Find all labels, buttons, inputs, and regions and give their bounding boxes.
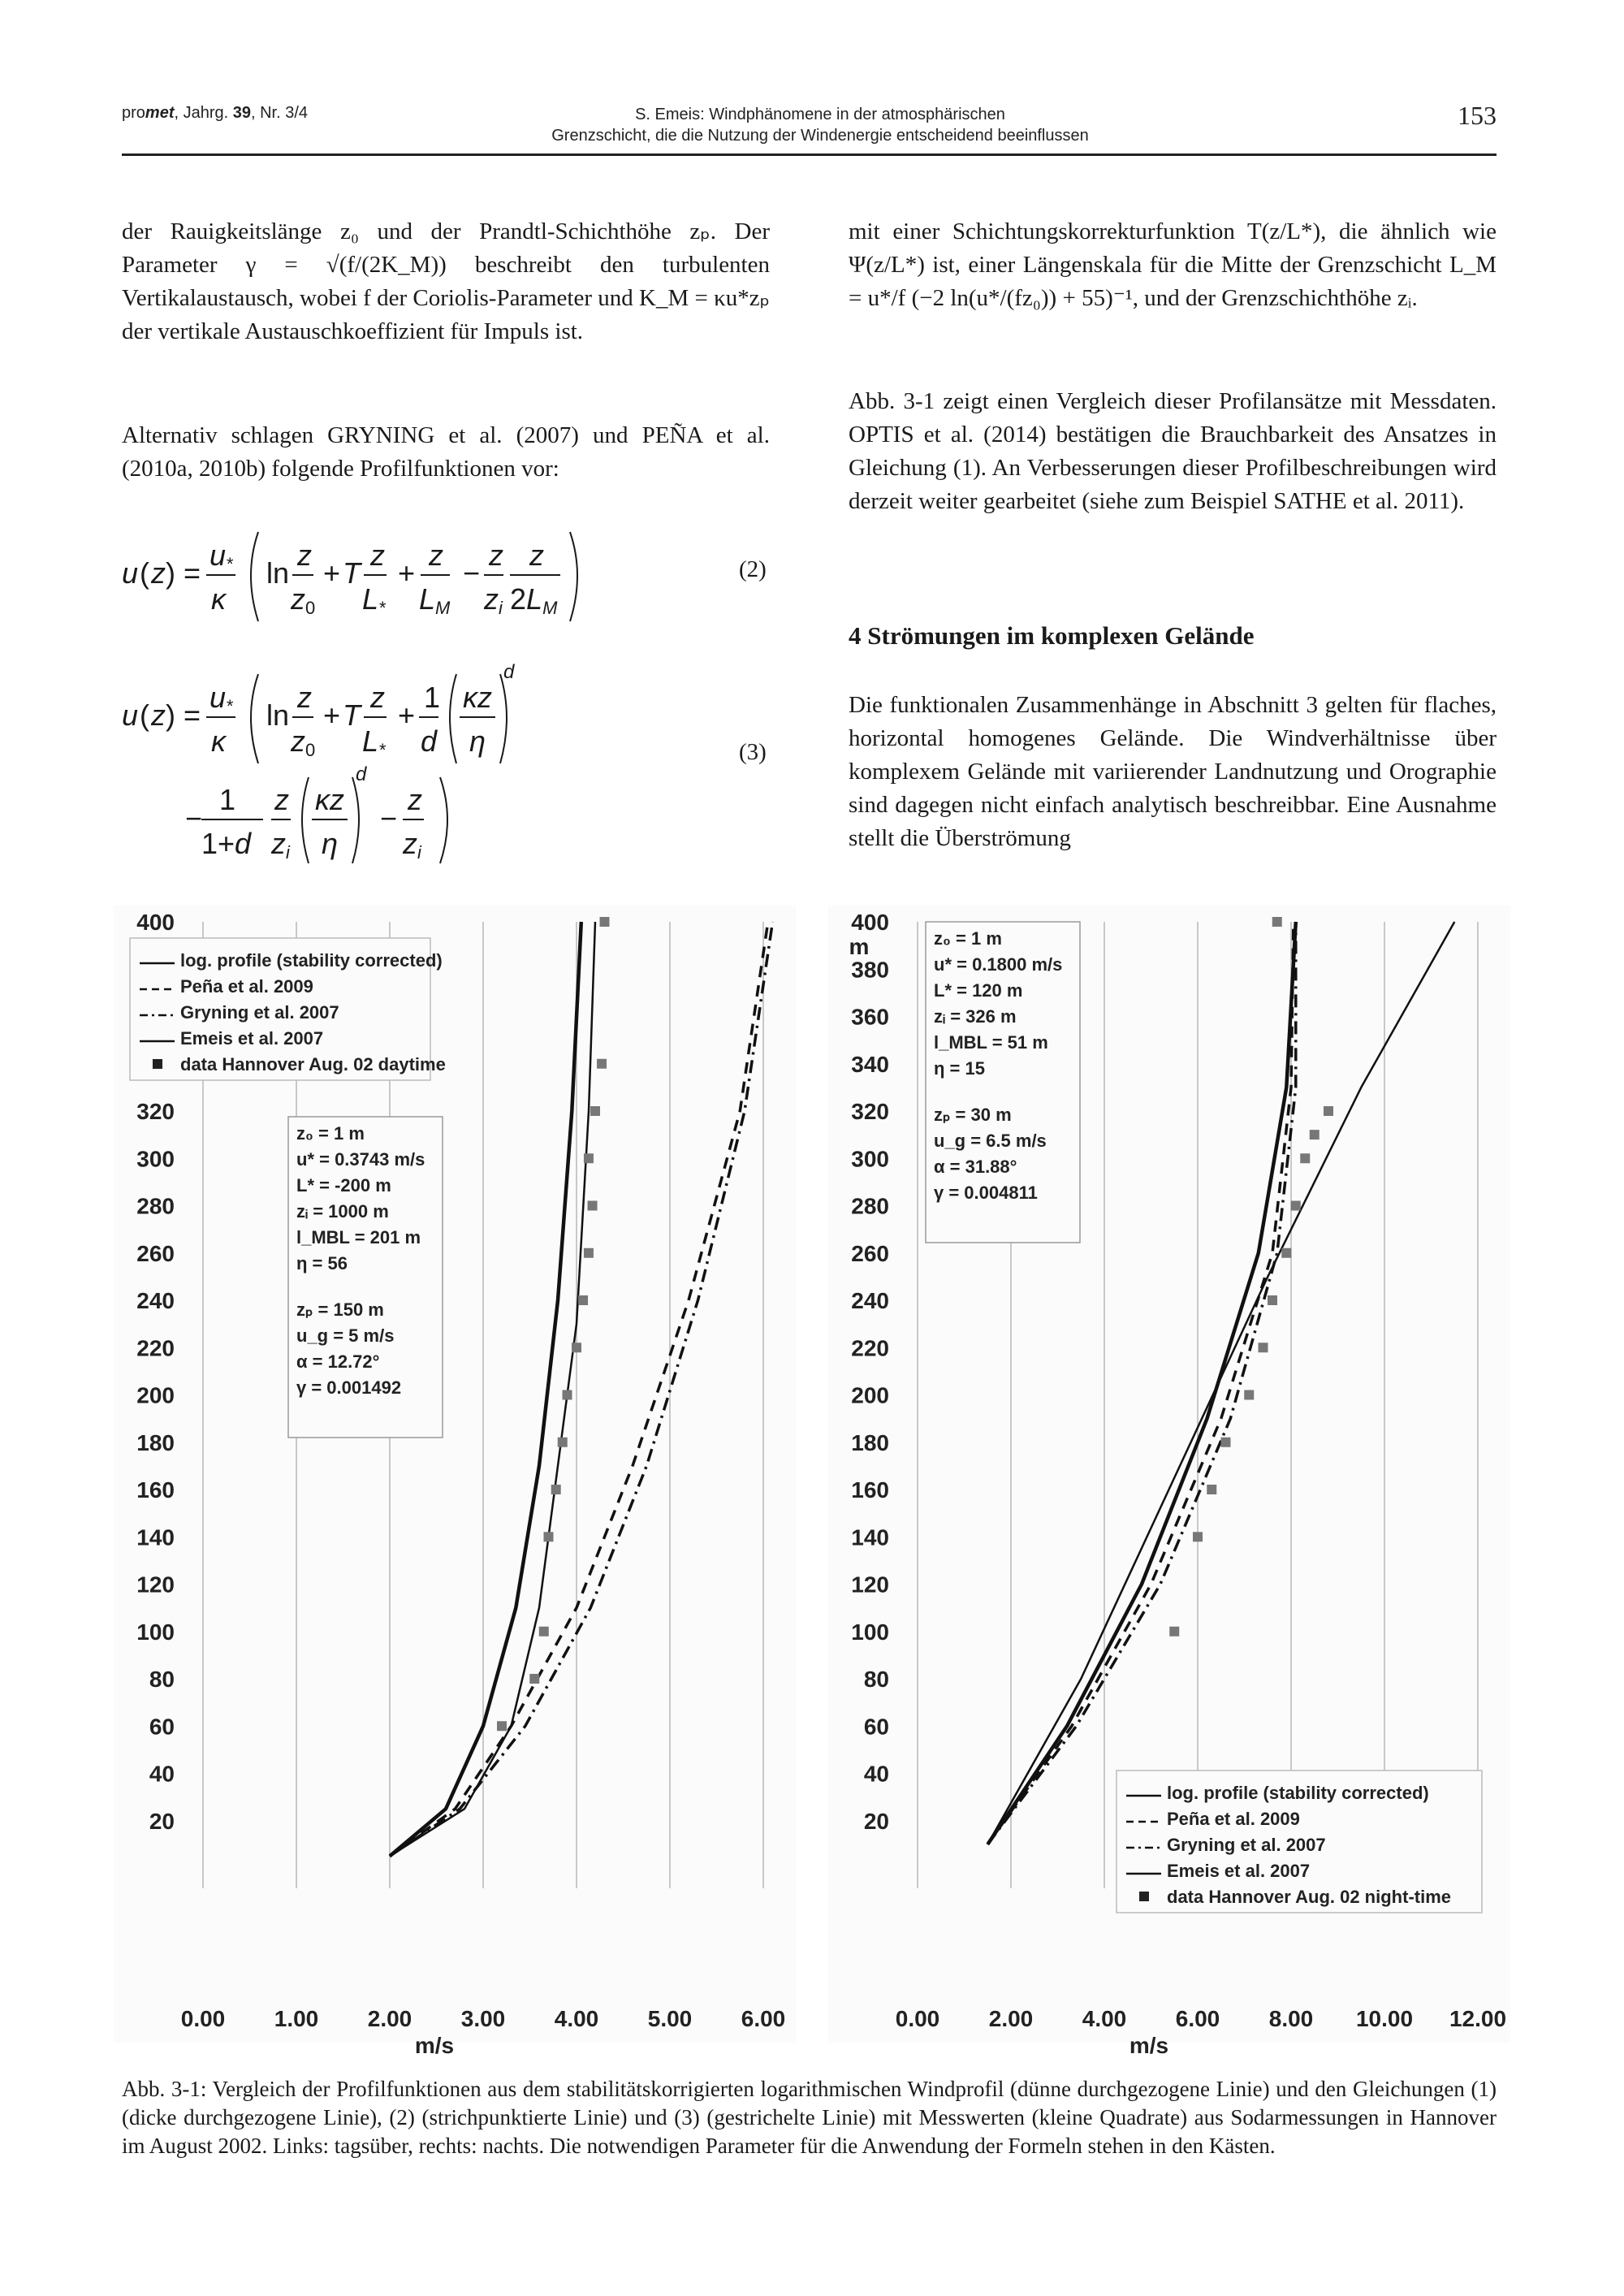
- y-tick-label: 40: [149, 1761, 175, 1787]
- parameter-text: L* = 120 m: [934, 980, 1023, 1001]
- y-tick-label: 240: [851, 1288, 889, 1313]
- svg-text:κz: κz: [315, 783, 344, 816]
- parameter-text: u_g = 6.5 m/s: [934, 1131, 1047, 1151]
- svg-text:z: z: [151, 698, 166, 732]
- svg-text:z: z: [429, 538, 443, 572]
- svg-text:+: +: [398, 698, 416, 732]
- data-point: [1259, 1343, 1268, 1352]
- svg-text:u: u: [122, 556, 139, 590]
- data-point: [1244, 1390, 1254, 1400]
- figure-caption: Abb. 3-1: Vergleich der Profilfunktionen aus dem stabilitätskorrigierten logarithmischen Windprofil (dünne durchgezogene Linie) und den Gleichungen (1) (dicke durchgezogene Linie), (2) (strichpunktierte Linie) und (3) (gestrichelte Linie) mit Messwerten (kleine Quadrate) aus Sodarmessungen in Hannover im August 2002. Links: tagsüber, rechts: nachts. Die notwendigen Parameter für die Anwendung der Formeln stehen in den Kästen.: [122, 2077, 1497, 2158]
- x-tick-label: 1.00: [274, 2006, 319, 2031]
- data-point: [1310, 1130, 1320, 1139]
- x-tick-label: 12.00: [1449, 2006, 1507, 2031]
- data-point: [572, 1343, 581, 1352]
- parameter-text: u* = 0.3743 m/s: [296, 1149, 425, 1170]
- chart-nighttime: [828, 906, 1510, 2058]
- parameter-text: zₚ = 30 m: [934, 1105, 1012, 1125]
- svg-text:η: η: [322, 827, 338, 860]
- svg-text:z: z: [297, 538, 312, 572]
- data-point: [544, 1532, 554, 1541]
- right-paragraph-2: Abb. 3-1 zeigt einen Vergleich dieser Profilansätze mit Messdaten. OPTIS et al. (2014) bestätigen die Brauchbarkeit des Ansatzes in Gleichung (1). An Verbesserungen dieser Profilbeschreibungen wird derzeit weiter gearbeitet (siehe zum Beispiel SATHE et al. 2011).: [849, 388, 1497, 514]
- svg-text:ln: ln: [266, 556, 290, 590]
- y-tick-label: 260: [136, 1240, 175, 1266]
- data-point: [1300, 1153, 1310, 1163]
- legend-label: Peña et al. 2009: [1167, 1809, 1300, 1829]
- svg-text:u: u: [122, 698, 139, 732]
- y-tick-label: 220: [136, 1335, 175, 1361]
- svg-text:L*: L*: [362, 724, 386, 760]
- svg-text:z: z: [529, 538, 544, 572]
- parameter-text: η = 56: [296, 1253, 348, 1273]
- y-tick-label: 260: [851, 1240, 889, 1266]
- x-tick-label: 6.00: [741, 2006, 786, 2031]
- x-tick-label: 6.00: [1175, 2006, 1220, 2031]
- x-axis-label: m/s: [1129, 2033, 1169, 2058]
- svg-text:1: 1: [424, 681, 441, 714]
- svg-text:z0: z0: [291, 582, 316, 618]
- svg-text:−: −: [185, 802, 203, 835]
- y-tick-label: 120: [851, 1572, 889, 1598]
- x-tick-label: 4.00: [1082, 2006, 1127, 2031]
- x-axis-label: m/s: [414, 2033, 455, 2058]
- x-tick-label: 0.00: [895, 2006, 940, 2031]
- x-tick-label: 8.00: [1268, 2006, 1314, 2031]
- legend-label: log. profile (stability corrected): [180, 950, 443, 971]
- parameter-text: α = 12.72°: [296, 1351, 380, 1372]
- x-tick-label: 3.00: [460, 2006, 506, 2031]
- y-tick-label: 60: [863, 1714, 889, 1740]
- svg-text:κ: κ: [211, 582, 226, 616]
- y-tick-label: 60: [149, 1714, 175, 1740]
- data-point: [1207, 1485, 1216, 1494]
- legend-label: Emeis et al. 2007: [180, 1028, 324, 1049]
- svg-text:(: (: [140, 556, 149, 590]
- parameter-text: α = 31.88°: [934, 1157, 1017, 1177]
- equation-2-number: (2): [739, 556, 767, 582]
- svg-text:T: T: [343, 698, 361, 732]
- data-point: [590, 1106, 600, 1116]
- x-tick-label: 4.00: [554, 2006, 599, 2031]
- parameter-text: u* = 0.1800 m/s: [934, 954, 1063, 975]
- left-paragraph-2: Alternativ schlagen GRYNING et al. (2007) und PEÑA et al. (2010a, 2010b) folgende Profilfunktionen vor:: [122, 422, 770, 482]
- x-tick-label: 0.00: [180, 2006, 226, 2031]
- y-tick-label: 200: [136, 1382, 175, 1408]
- svg-text:2LM: 2LM: [510, 582, 558, 618]
- chart-daytime: [114, 906, 796, 2058]
- svg-text:+: +: [323, 556, 341, 590]
- data-point: [539, 1627, 549, 1637]
- data-point: [1221, 1438, 1231, 1447]
- data-point: [597, 1059, 607, 1069]
- right-paragraph-1: mit einer Schichtungskorrekturfunktion T(z/L*), die ähnlich wie Ψ(z/L*) ist, einer Längenskala für die Mitte der Grenzschicht L_M = u*/f (−2 ln(u*/(fz₀)) + 55)⁻¹, und der Grenzschichthöhe zᵢ.: [849, 218, 1497, 311]
- y-tick-label: 180: [136, 1429, 175, 1455]
- svg-text:zi: zi: [403, 827, 421, 863]
- x-tick-label: 10.00: [1355, 2006, 1414, 2031]
- svg-text:) =: ) =: [166, 556, 201, 590]
- data-point: [558, 1438, 568, 1447]
- x-tick-label: 5.00: [647, 2006, 693, 2031]
- parameter-text: u_g = 5 m/s: [296, 1325, 395, 1346]
- data-point: [600, 917, 610, 927]
- svg-text:z: z: [408, 783, 422, 816]
- svg-text:d: d: [421, 724, 438, 758]
- x-tick-label: 2.00: [988, 2006, 1034, 2031]
- svg-text:z: z: [489, 538, 503, 572]
- y-tick-label: 140: [136, 1524, 175, 1550]
- y-tick-label: 80: [149, 1667, 175, 1692]
- data-point: [578, 1295, 588, 1305]
- legend-label: Gryning et al. 2007: [180, 1002, 339, 1023]
- svg-text:κz: κz: [463, 681, 492, 714]
- svg-text:z: z: [370, 681, 385, 714]
- svg-text:L*: L*: [362, 582, 386, 618]
- parameter-text: η = 15: [934, 1058, 985, 1079]
- svg-text:d: d: [356, 763, 367, 785]
- equation-2: [122, 520, 771, 633]
- y-tick-label: 320: [136, 1099, 175, 1124]
- y-tick-label: 220: [851, 1335, 889, 1361]
- svg-text:ln: ln: [266, 698, 290, 732]
- svg-text:+: +: [323, 698, 341, 732]
- parameter-text: zᵢ = 1000 m: [296, 1201, 389, 1222]
- left-paragraph-1: der Rauigkeitslänge z₀ und der Prandtl-Schichthöhe zₚ. Der Parameter γ = √(f/(2K_M)) beschreibt den turbulenten Vertikalaustausch, wobei f der Coriolis-Parameter und K_M = κu*zₚ der vertikale Austauschkoeffizient für Impuls ist.: [122, 218, 770, 344]
- data-point: [584, 1153, 594, 1163]
- data-point: [497, 1721, 507, 1731]
- y-tick-label: 160: [851, 1477, 889, 1503]
- page-number: 153: [1458, 101, 1497, 130]
- svg-text:LM: LM: [419, 582, 451, 618]
- svg-text:+: +: [398, 556, 416, 590]
- y-tick-label: 120: [136, 1572, 175, 1598]
- running-title: S. Emeis: Windphänomene in der atmosphärischen Grenzschicht, die die Nutzung der Windenergie entscheidend beeinflussen: [551, 106, 1089, 145]
- right-paragraph-3: Die funktionalen Zusammenhänge in Abschnitt 3 gelten für flaches, horizontal homogenes Gelände. Die Windverhältnisse über komplexem Gelände mit variierender Landnutzung und Orographie sind dagegen nicht einfach analytisch beschreibbar. Eine Ausnahme stellt die Überströmung: [849, 692, 1497, 851]
- data-point: [1291, 1201, 1301, 1211]
- svg-text:z: z: [151, 556, 166, 590]
- y-tick-label: 320: [851, 1099, 889, 1124]
- y-tick-label: 240: [136, 1288, 175, 1313]
- svg-text:η: η: [469, 724, 486, 758]
- parameter-text: γ = 0.001492: [296, 1377, 402, 1398]
- svg-text:z: z: [274, 783, 289, 816]
- y-tick-label: 280: [851, 1193, 889, 1219]
- y-tick-label: 80: [863, 1667, 889, 1692]
- x-tick-label: 2.00: [367, 2006, 412, 2031]
- y-tick-label: 20: [863, 1808, 889, 1834]
- legend-label: Gryning et al. 2007: [1167, 1835, 1326, 1855]
- data-point: [1272, 917, 1282, 927]
- svg-text:1: 1: [219, 783, 236, 816]
- svg-text:u*: u*: [209, 538, 233, 574]
- data-point: [1324, 1106, 1333, 1116]
- parameter-text: zᵢ = 326 m: [934, 1006, 1017, 1027]
- legend-label: data Hannover Aug. 02 daytime: [180, 1054, 446, 1074]
- data-point: [1169, 1627, 1179, 1637]
- y-tick-label: 300: [851, 1146, 889, 1172]
- svg-text:κ: κ: [211, 724, 226, 758]
- y-tick-label: 140: [851, 1524, 889, 1550]
- y-tick-label: 180: [851, 1429, 889, 1455]
- data-point: [1193, 1532, 1203, 1541]
- y-axis-unit: m: [849, 934, 870, 959]
- y-tick-label: 160: [136, 1477, 175, 1503]
- y-tick-label: 100: [136, 1619, 175, 1645]
- svg-text:d: d: [503, 662, 515, 683]
- svg-text:z0: z0: [291, 724, 316, 760]
- parameter-text: z₀ = 1 m: [296, 1123, 365, 1144]
- journal-info: promet, Jahrg. 39, Nr. 3/4: [122, 104, 309, 122]
- parameter-text: z₀ = 1 m: [934, 928, 1002, 949]
- svg-text:zi: zi: [271, 827, 290, 863]
- legend-label: Emeis et al. 2007: [1167, 1861, 1311, 1881]
- parameter-text: L* = -200 m: [296, 1175, 391, 1196]
- svg-text:u*: u*: [209, 681, 233, 716]
- section-heading: 4 Strömungen im komplexen Gelände: [849, 621, 1255, 650]
- equation-3-number: (3): [739, 739, 767, 765]
- legend-swatch: [153, 1059, 162, 1069]
- header-rule: [122, 153, 1497, 156]
- y-tick-label: 340: [851, 1051, 889, 1077]
- y-tick-label: 280: [136, 1193, 175, 1219]
- parameter-text: γ = 0.004811: [934, 1183, 1038, 1203]
- svg-text:zi: zi: [484, 582, 503, 618]
- parameter-text: zₚ = 150 m: [296, 1299, 384, 1320]
- data-point: [588, 1201, 598, 1211]
- svg-text:T: T: [343, 556, 361, 590]
- svg-text:(: (: [140, 698, 149, 732]
- legend-swatch: [1139, 1892, 1149, 1901]
- y-tick-label: 360: [851, 1004, 889, 1030]
- data-point: [529, 1674, 539, 1684]
- y-tick-label: 40: [863, 1761, 889, 1787]
- y-tick-label: 400: [136, 910, 175, 935]
- data-point: [551, 1485, 561, 1494]
- svg-text:) =: ) =: [166, 698, 201, 732]
- data-point: [1268, 1295, 1277, 1305]
- y-tick-label: 100: [851, 1619, 889, 1645]
- legend-label: Peña et al. 2009: [180, 976, 313, 997]
- svg-text:1+d: 1+d: [201, 827, 252, 860]
- data-point: [1281, 1248, 1291, 1258]
- svg-text:−: −: [463, 556, 481, 590]
- legend-label: log. profile (stability corrected): [1167, 1783, 1429, 1803]
- y-tick-label: 200: [851, 1382, 889, 1408]
- parameter-text: l_MBL = 51 m: [934, 1032, 1048, 1053]
- y-tick-label: 380: [851, 957, 889, 983]
- legend-label: data Hannover Aug. 02 night-time: [1167, 1887, 1452, 1907]
- equation-3: [122, 662, 771, 865]
- y-tick-label: 300: [136, 1146, 175, 1172]
- svg-text:z: z: [370, 538, 385, 572]
- data-point: [584, 1248, 594, 1258]
- data-point: [563, 1390, 572, 1400]
- figure-3-1: [114, 906, 1510, 2059]
- y-tick-label: 20: [149, 1808, 175, 1834]
- svg-text:−: −: [380, 802, 398, 835]
- parameter-text: l_MBL = 201 m: [296, 1227, 421, 1247]
- y-tick-label: 400: [851, 910, 889, 935]
- svg-text:z: z: [297, 681, 312, 714]
